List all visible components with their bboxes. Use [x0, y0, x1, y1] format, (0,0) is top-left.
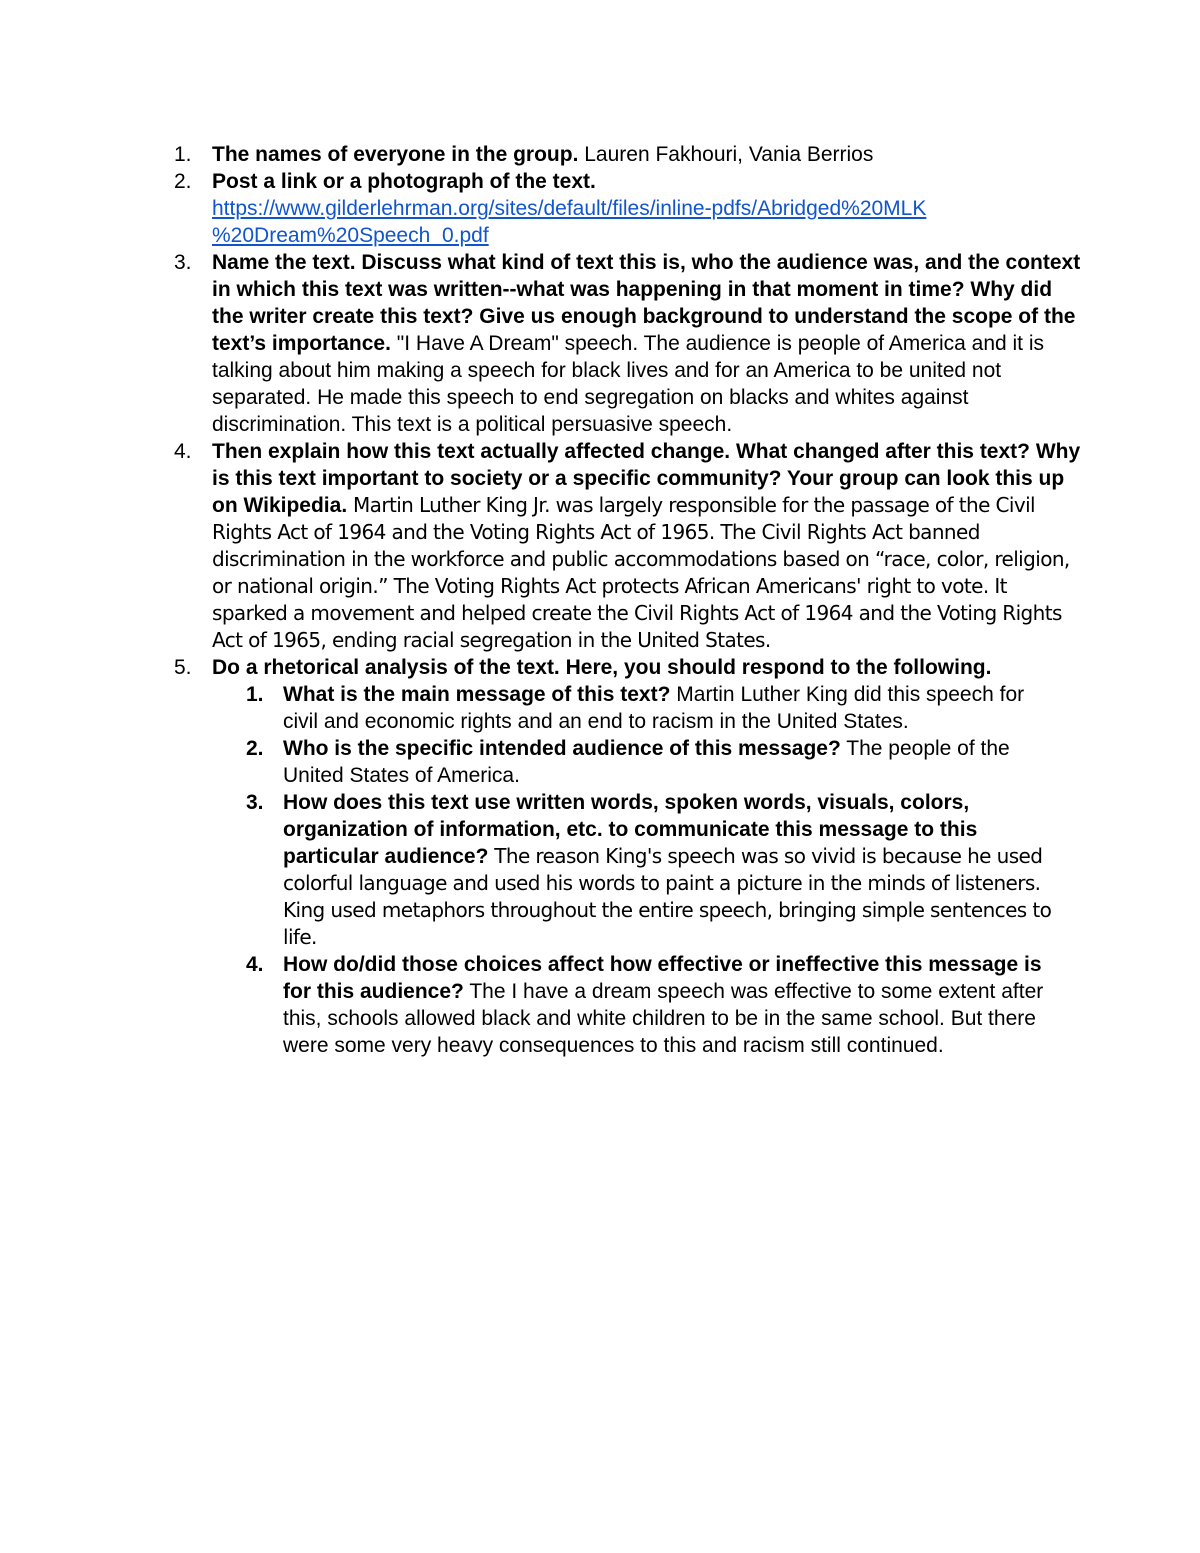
item-answer: "I Have A Dream" speech. The audience is people of America and it is talking about him making a speech for black lives and for an America to be united not separated. He made this speech to end segregation on blacks and whites against discrimination. This text is a political persuasive speech. — [212, 332, 1045, 436]
sub-item-3 — [212, 789, 1063, 951]
item-question: Post a link or a photograph of the text. — [212, 170, 596, 193]
item-number: 3. — [174, 251, 192, 274]
text-link[interactable] — [212, 195, 1022, 249]
list-item-4 — [164, 438, 1084, 654]
sub-item-question: What is the main message of this text? — [283, 683, 671, 706]
sub-item-4 — [212, 951, 1063, 1059]
sub-item-question: How do/did those choices affect how effective or ineffective this message is for this audience? — [283, 953, 1042, 1003]
question-list — [164, 141, 1084, 1059]
item-number: 4. — [174, 440, 192, 463]
sub-item-question: Who is the specific intended audience of this message? — [283, 737, 841, 760]
sub-item-number: 3. — [246, 791, 264, 814]
item-question: Then explain how this text actually affected change. What changed after this text? Why is this text important to society or a specific community? Your group can look this up on Wikipedia. — [212, 440, 1081, 517]
item-answer: Lauren Fakhouri, Vania Berrios — [584, 143, 874, 166]
link-line-2: %20Dream%20Speech_0.pdf — [212, 224, 489, 247]
item-number: 1. — [174, 143, 192, 166]
sub-item-answer: The people of the United States of America. — [283, 737, 1010, 787]
sub-item-number: 2. — [246, 737, 264, 760]
sub-item-1 — [212, 681, 1063, 735]
item-number: 5. — [174, 656, 192, 679]
sub-item-number: 1. — [246, 683, 264, 706]
item-answer: Martin Luther King Jr. was largely responsible for the passage of the Civil Rights Act of 1964 and the Voting Rights Act of 1965. The Civil Rights Act banned discrimination in the workforce and public accommodations based on “race, color, religion, or national origin.” The Voting Rights Act protects African Americans' right to vote. It sparked a movement and helped create the Civil Rights Act of 1964 and the Voting Rights Act of 1965, ending racial segregation in the United States. — [212, 493, 1070, 652]
sub-item-2 — [212, 735, 1063, 789]
item-number: 2. — [174, 170, 192, 193]
list-item-1 — [164, 141, 1084, 168]
sub-item-answer: Martin Luther King did this speech for civil and economic rights and an end to racism in the United States. — [283, 683, 1025, 733]
list-item-2 — [164, 168, 1084, 249]
sub-item-answer: The reason King's speech was so vivid is because he used colorful language and used his words to paint a picture in the minds of listeners. King used metaphors throughout the entire speech, bringing simple sentences to life. — [283, 844, 1052, 949]
item-question: Do a rhetorical analysis of the text. Here, you should respond to the following. — [212, 656, 992, 679]
list-item-5 — [164, 654, 1084, 1059]
sub-item-answer: The I have a dream speech was effective to some extent after this, schools allowed black and white children to be in the same school. But there were some very heavy consequences to this and racism still continued. — [283, 980, 1044, 1057]
link-line-1: https://www.gilderlehrman.org/sites/default/files/inline-pdfs/Abridged%20MLK — [212, 197, 927, 220]
sub-item-question: How does this text use written words, spoken words, visuals, colors, organization of information, etc. to communicate this message to this particular audience? — [283, 791, 978, 868]
rhetorical-analysis-sublist — [212, 681, 1084, 1059]
item-question: The names of everyone in the group. — [212, 143, 579, 166]
list-item-3 — [164, 249, 1084, 438]
sub-item-number: 4. — [246, 953, 264, 976]
item-question: Name the text. Discuss what kind of text this is, who the audience was, and the context in which this text was written--what was happening in that moment in time? Why did the writer create this text? Give us enough background to understand the scope of the text’s importance. — [212, 251, 1081, 355]
